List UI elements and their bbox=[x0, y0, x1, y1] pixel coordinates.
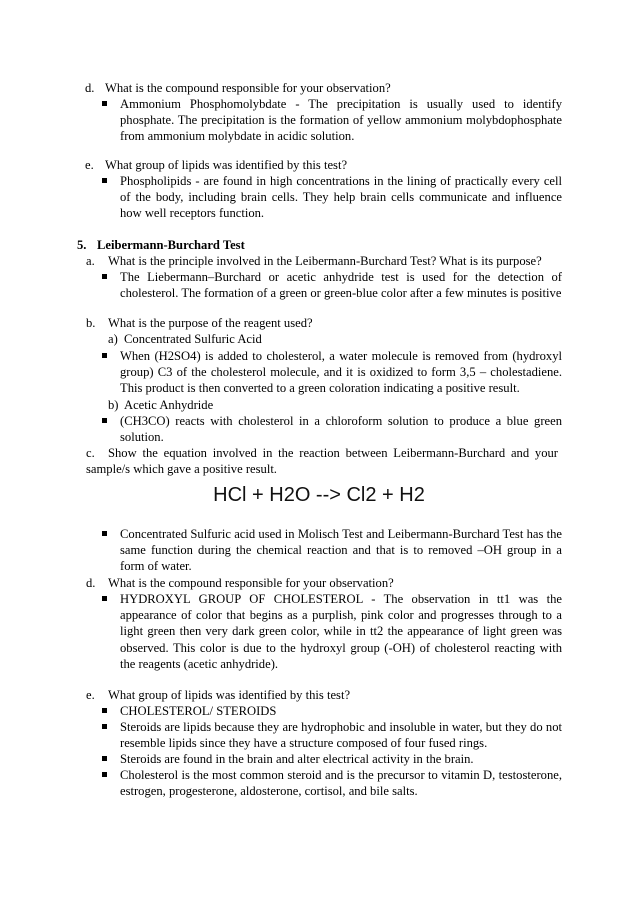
question-c-equation: c. Show the equation involved in the reaction between Leibermann-Burchard and your sample/s which gave a positive result. bbox=[86, 446, 558, 477]
bullet-phospholipids: Phospholipids - are found in high concentrations in the lining of practically every cell of the body, including brain cells. They help brain cells communicate and influence how well receptors function. bbox=[102, 173, 562, 222]
bullet-cholesterol-precursor: Cholesterol is the most common steroid and is the precursor to vitamin D, testosterone, estrogen, progesterone, aldosterone, cortisol, and bile salts. bbox=[102, 767, 562, 799]
subitem-a-sulfuric-acid: a) Concentrated Sulfuric Acid bbox=[108, 332, 262, 346]
question-d-compound-5: d. What is the compound responsible for your observation? bbox=[86, 576, 394, 590]
question-d-compound: d. What is the compound responsible for your observation? bbox=[85, 81, 391, 95]
bullet-acetic-anhydride-role: (CH3CO) reacts with cholesterol in a chloroform solution to produce a blue green solution. bbox=[102, 413, 562, 445]
section-heading-5: 5. Leibermann-Burchard Test bbox=[77, 238, 245, 252]
subitem-b-acetic-anhydride: b) Acetic Anhydride bbox=[108, 398, 214, 412]
question-b-reagent-purpose: b. What is the purpose of the reagent used? bbox=[86, 316, 313, 330]
question-e-lipid-group: e. What group of lipids was identified by this test? bbox=[85, 158, 348, 172]
bullet-liebermann-definition: The Liebermann–Burchard or acetic anhydride test is used for the detection of cholesterol. The formation of a green or green-blue color after a few minutes is positive bbox=[102, 269, 562, 301]
bullet-sulfuric-acid-role: When (H2SO4) is added to cholesterol, a water molecule is removed from (hydroxyl group) C3 of the cholesterol molecule, and it is oxidized to form 3,5 – cholestadiene. This product is then converted to a green coloration indicating a positive result. bbox=[102, 348, 562, 397]
question-a-principle: a. What is the principle involved in the Leibermann-Burchard Test? What is its purpose? bbox=[86, 254, 542, 268]
question-e-lipid-group-5: e. What group of lipids was identified by this test? bbox=[86, 688, 351, 702]
bullet-sulfuric-acid-function: Concentrated Sulfuric acid used in Molisch Test and Leibermann-Burchard Test has the same function during the chemical reaction and that is to removed –OH group in a form of water. bbox=[102, 526, 562, 575]
bullet-hydroxyl-group: HYDROXYL GROUP OF CHOLESTEROL - The observation in tt1 was the appearance of color that begins as a purplish, pink color and progresses through to a light green then very dark green color, while in tt2 the appearance of light green was observed. This color is due to the hydroxyl group (-OH) of cholesterol reacting with the reagents (acetic anhydride). bbox=[102, 591, 562, 672]
bullet-steroids-lipids: Steroids are lipids because they are hydrophobic and insoluble in water, but they do not resemble lipids since they have a structure composed of four fused rings. bbox=[102, 719, 562, 751]
chemical-equation: HCl + H2O --> Cl2 + H2 bbox=[213, 484, 425, 506]
bullet-cholesterol-steroids: CHOLESTEROL/ STEROIDS bbox=[102, 703, 562, 719]
bullet-ammonium-phosphomolybdate: Ammonium Phosphomolybdate - The precipitation is usually used to identify phosphate. The precipitation is the formation of yellow ammonium molybdophosphate from ammonium molybdate in acidic solution. bbox=[102, 96, 562, 145]
bullet-steroids-brain: Steroids are found in the brain and alter electrical activity in the brain. bbox=[102, 751, 562, 767]
